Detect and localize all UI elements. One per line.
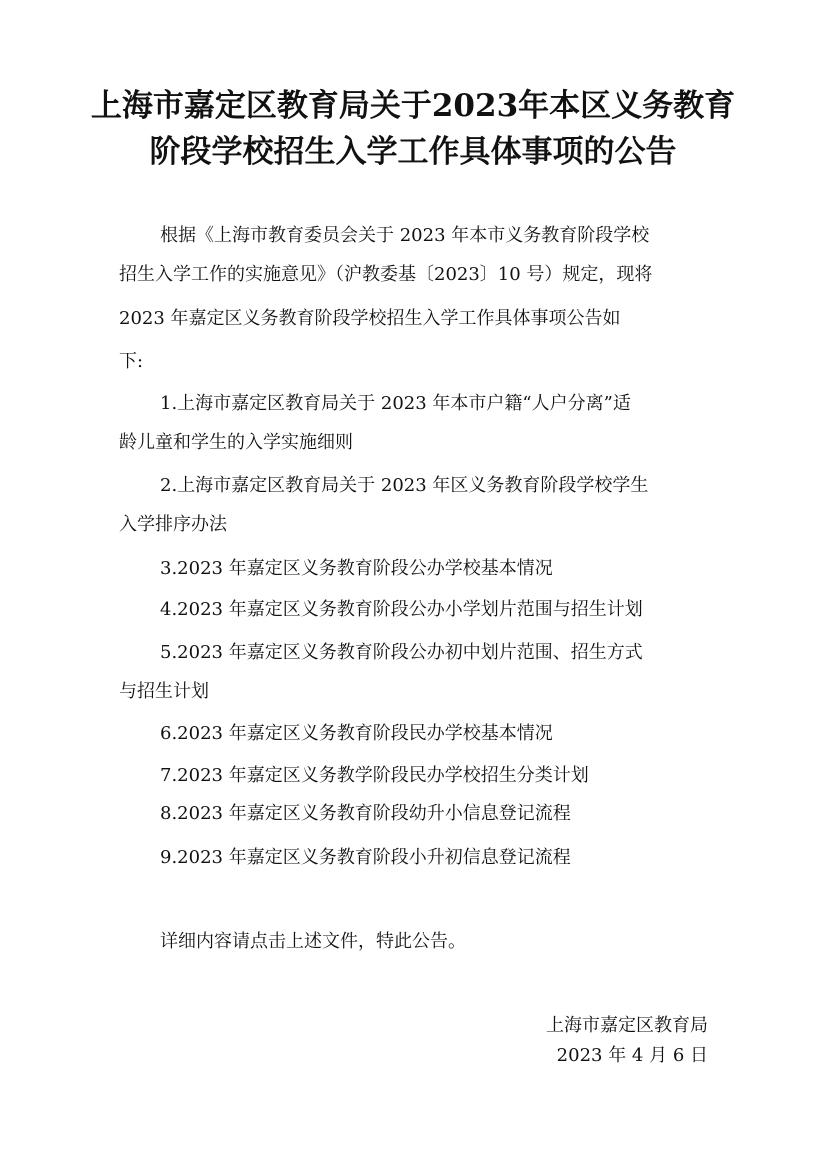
intro-line-2: 招生入学工作的实施意见》（沪教委基〔2023〕10 号）规定，现将 xyxy=(119,264,653,285)
list-item-3[interactable]: 3.2023 年嘉定区义务教育阶段公办学校基本情况 xyxy=(160,558,553,579)
title-line-2: 阶段学校招生入学工作具体事项的公告 xyxy=(149,134,677,170)
list-item-2-cont[interactable]: 入学排序办法 xyxy=(119,514,227,535)
list-item-5[interactable]: 5.2023 年嘉定区义务教育阶段公办初中划片范围、招生方式 xyxy=(160,642,643,663)
list-item-6[interactable]: 6.2023 年嘉定区义务教育阶段民办学校基本情况 xyxy=(160,723,553,744)
list-item-5-cont[interactable]: 与招生计划 xyxy=(119,681,209,702)
signature-date: 2023 年 4 月 6 日 xyxy=(556,1045,708,1066)
list-item-9[interactable]: 9.2023 年嘉定区义务教育阶段小升初信息登记流程 xyxy=(160,847,571,868)
signature-org: 上海市嘉定区教育局 xyxy=(546,1015,708,1036)
intro-line-1: 根据《上海市教育委员会关于 2023 年本市义务教育阶段学校 xyxy=(160,225,650,246)
list-item-1-cont[interactable]: 龄儿童和学生的入学实施细则 xyxy=(119,432,353,453)
closing-text: 详细内容请点击上述文件，特此公告。 xyxy=(160,931,466,952)
list-item-8[interactable]: 8.2023 年嘉定区义务教育阶段幼升小信息登记流程 xyxy=(160,803,571,824)
intro-line-3: 2023 年嘉定区义务教育阶段学校招生入学工作具体事项公告如 xyxy=(119,308,621,329)
list-item-1[interactable]: 1.上海市嘉定区教育局关于 2023 年本市户籍“人户分离”适 xyxy=(160,393,631,414)
list-item-2[interactable]: 2.上海市嘉定区教育局关于 2023 年区义务教育阶段学校学生 xyxy=(160,475,649,496)
title-line-1: 上海市嘉定区教育局关于2023年本区义务教育 xyxy=(90,88,736,124)
list-item-4[interactable]: 4.2023 年嘉定区义务教育阶段公办小学划片范围与招生计划 xyxy=(160,599,643,620)
intro-line-4: 下: xyxy=(119,351,144,372)
list-item-7[interactable]: 7.2023 年嘉定区义务教学阶段民办学校招生分类计划 xyxy=(160,765,589,786)
